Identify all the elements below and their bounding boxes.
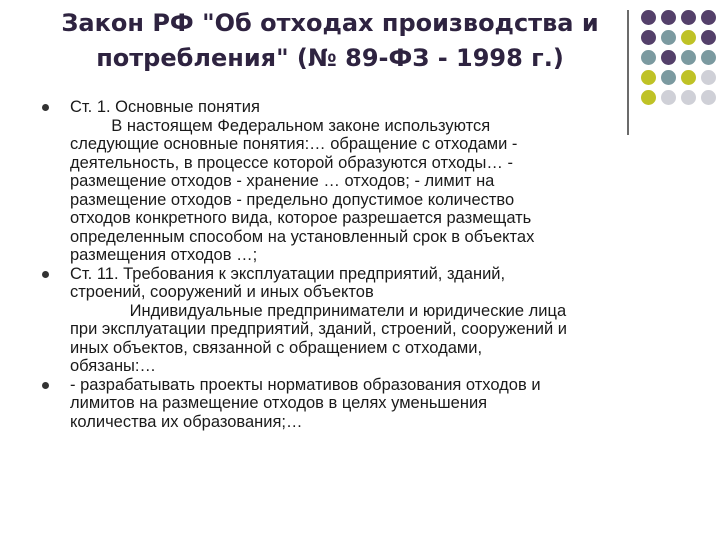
bullet-text-line: Ст. 11. Требования к эксплуатации предприятий, зданий,	[70, 264, 506, 283]
decorative-dot	[641, 30, 656, 45]
bullet-text-line: В настоящем Федеральном законе используются	[70, 116, 491, 135]
decorative-dot	[641, 70, 656, 85]
bullet-text-line: иных объектов, связанной с обращением с отходами,	[70, 338, 483, 357]
bullet-text-line: при эксплуатации предприятий, зданий, строений, сооружений и	[70, 320, 567, 338]
decorative-dot	[681, 30, 696, 45]
bullet-text-line: деятельность, в процессе которой образуются отходы… -	[70, 153, 513, 172]
bullet-text-line: определенным способом на установленный срок в объектах	[70, 227, 535, 246]
bullet-text-line: обязаны:…	[70, 357, 156, 375]
slide-title-line-1: Закон РФ "Об отходах производства и	[61, 9, 599, 37]
decorative-dot	[641, 50, 656, 65]
bullet-text-line: Ст. 1. Основные понятия	[70, 98, 260, 116]
decorative-dot	[701, 10, 716, 25]
bullet-text-line: размещение отходов - предельно допустимое количество	[70, 190, 515, 209]
decorative-dot	[701, 70, 716, 85]
decorative-dot	[681, 90, 696, 105]
decorative-dot	[701, 50, 716, 65]
bullet-text-line: количества их образования;…	[70, 412, 303, 431]
bullet-text-line: строений, сооружений и иных объектов	[70, 283, 374, 301]
decorative-dot	[681, 50, 696, 65]
decorative-dot	[701, 30, 716, 45]
bullet-text-line: - разрабатывать проекты нормативов образования отходов и	[70, 375, 541, 394]
decorative-dot	[701, 90, 716, 105]
bullet-text-line: размещения отходов …;	[70, 246, 258, 264]
bullet-item	[42, 98, 682, 265]
decorative-dot	[661, 50, 676, 65]
bullet-marker-icon	[42, 104, 49, 111]
decorative-dot	[661, 10, 676, 25]
slide-title	[40, 6, 620, 76]
decorative-dot	[661, 70, 676, 85]
bullet-marker-icon	[42, 382, 49, 389]
bullet-text-line: Индивидуальные предприниматели и юридические лица	[70, 301, 567, 320]
bullet-marker-icon	[42, 271, 49, 278]
bullet-text-line: размещение отходов - хранение … отходов; - лимит на	[70, 172, 495, 190]
bullet-item	[42, 376, 682, 432]
decorative-dot	[661, 30, 676, 45]
decorative-dot	[681, 70, 696, 85]
bullet-text-line: лимитов на размещение отходов в целях уменьшения	[70, 394, 488, 412]
bullet-text-line: следующие основные понятия:… обращение с отходами -	[70, 135, 518, 153]
slide-body	[42, 98, 682, 431]
slide-title-line-2: потребления" (№ 89-ФЗ - 1998 г.)	[96, 44, 564, 72]
decorative-dot	[641, 10, 656, 25]
decorative-dot	[681, 10, 696, 25]
bullet-text-line: отходов конкретного вида, которое разрешается размещать	[70, 209, 532, 227]
bullet-item	[42, 265, 682, 376]
